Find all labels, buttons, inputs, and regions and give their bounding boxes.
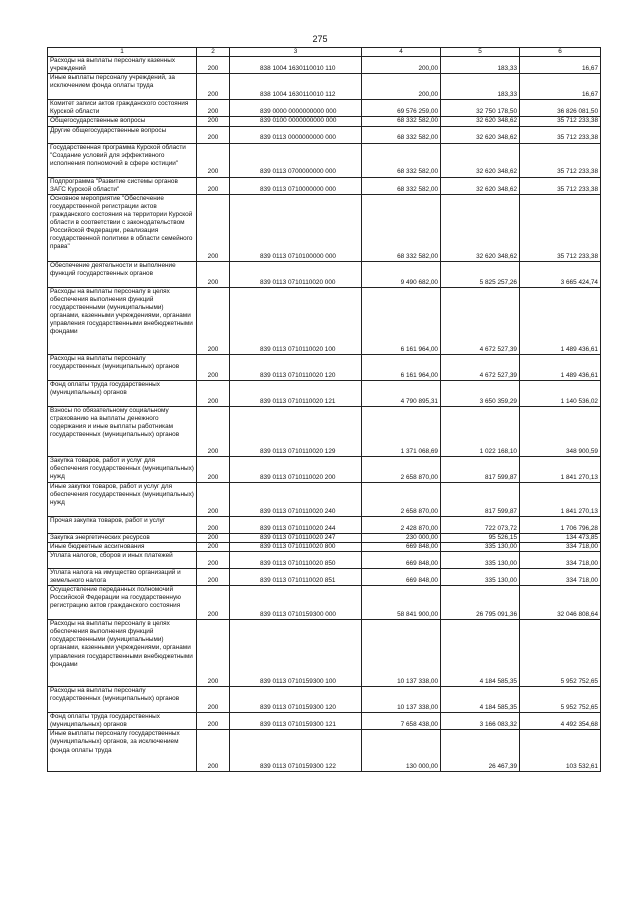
row-approved-cell: 200,00: [362, 74, 441, 100]
row-name-cell: Обеспечение деятельности и выполнение функций государственных органов: [48, 261, 197, 287]
row-approved-cell: 10 137 338,00: [362, 620, 441, 687]
row-approved-cell: 230 000,00: [362, 533, 441, 542]
row-name-cell: Уплата налога на имущество организаций и земельного налога: [48, 568, 197, 585]
row-approved-cell: 6 161 964,00: [362, 287, 441, 354]
row-remaining-cell: 103 532,61: [520, 730, 601, 772]
row-approved-cell: 68 332 582,00: [362, 143, 441, 177]
row-approved-cell: 130 000,00: [362, 730, 441, 772]
row-approved-cell: 669 848,00: [362, 542, 441, 551]
row-budget-code-cell: 839 0113 0710110020 240: [230, 482, 362, 516]
row-executed-cell: 4 184 585,35: [441, 687, 520, 713]
column-header: 1: [48, 48, 197, 57]
row-name-cell: Закупка энергетических ресурсов: [48, 533, 197, 542]
budget-execution-table: [47, 47, 601, 772]
row-remaining-cell: 348 900,59: [520, 406, 601, 456]
column-header: 3: [230, 48, 362, 57]
table-row: [48, 261, 601, 287]
row-approved-cell: 68 332 582,00: [362, 177, 441, 194]
row-line-code-cell: 200: [197, 533, 230, 542]
row-name-cell: Государственная программа Курской области "Создание условий для эффективного исполнения полномочий в сфере юстиции": [48, 143, 197, 177]
row-remaining-cell: 334 718,00: [520, 542, 601, 551]
row-name-cell: Иные бюджетные ассигнования: [48, 542, 197, 551]
table-row: [48, 687, 601, 713]
row-remaining-cell: 5 952 752,65: [520, 620, 601, 687]
row-approved-cell: 58 841 900,00: [362, 586, 441, 620]
row-remaining-cell: 334 718,00: [520, 551, 601, 568]
row-remaining-cell: 35 712 233,38: [520, 194, 601, 261]
row-executed-cell: 32 620 348,62: [441, 117, 520, 126]
row-remaining-cell: 1 140 536,02: [520, 380, 601, 406]
row-executed-cell: 32 620 348,62: [441, 194, 520, 261]
row-executed-cell: 26 467,39: [441, 730, 520, 772]
row-budget-code-cell: 839 0113 0710110020 200: [230, 456, 362, 482]
row-remaining-cell: 35 712 233,38: [520, 143, 601, 177]
row-line-code-cell: 200: [197, 117, 230, 126]
page-number: 275: [312, 34, 328, 44]
row-executed-cell: 4 672 527,39: [441, 354, 520, 380]
row-name-cell: Иные закупки товаров, работ и услуг для обеспечения государственных (муниципальных) нужд: [48, 482, 197, 516]
row-remaining-cell: 1 489 436,61: [520, 354, 601, 380]
row-line-code-cell: 200: [197, 177, 230, 194]
row-executed-cell: 3 650 359,29: [441, 380, 520, 406]
row-approved-cell: 68 332 582,00: [362, 126, 441, 143]
row-approved-cell: 669 848,00: [362, 551, 441, 568]
row-line-code-cell: 200: [197, 57, 230, 74]
row-executed-cell: 335 130,00: [441, 568, 520, 585]
row-name-cell: Другие общегосударственные вопросы: [48, 126, 197, 143]
row-line-code-cell: 200: [197, 354, 230, 380]
row-budget-code-cell: 839 0100 0000000000 000: [230, 117, 362, 126]
row-approved-cell: 9 490 682,00: [362, 261, 441, 287]
row-name-cell: Фонд оплаты труда государственных (муниципальных) органов: [48, 380, 197, 406]
row-line-code-cell: 200: [197, 542, 230, 551]
row-executed-cell: 1 022 168,10: [441, 406, 520, 456]
table-row: [48, 568, 601, 585]
row-executed-cell: 4 184 585,35: [441, 620, 520, 687]
row-budget-code-cell: 839 0113 0710110020 121: [230, 380, 362, 406]
row-remaining-cell: 1 489 436,61: [520, 287, 601, 354]
table-row: [48, 74, 601, 100]
row-remaining-cell: 16,67: [520, 74, 601, 100]
column-number-row: [48, 48, 601, 57]
row-executed-cell: 32 620 348,62: [441, 177, 520, 194]
row-budget-code-cell: 839 0113 0710110020 120: [230, 354, 362, 380]
row-line-code-cell: 200: [197, 730, 230, 772]
row-remaining-cell: 1 841 270,13: [520, 456, 601, 482]
row-budget-code-cell: 839 0113 0710159300 100: [230, 620, 362, 687]
row-line-code-cell: 200: [197, 456, 230, 482]
row-name-cell: Иные выплаты персоналу учреждений, за исключением фонда оплаты труда: [48, 74, 197, 100]
row-remaining-cell: 4 492 354,68: [520, 713, 601, 730]
row-name-cell: Закупка товаров, работ и услуг для обеспечения государственных (муниципальных) нужд: [48, 456, 197, 482]
row-budget-code-cell: 838 1004 1630110010 112: [230, 74, 362, 100]
row-executed-cell: 722 073,72: [441, 516, 520, 533]
row-line-code-cell: 200: [197, 143, 230, 177]
column-header: 4: [362, 48, 441, 57]
row-approved-cell: 2 428 870,00: [362, 516, 441, 533]
row-approved-cell: 69 576 259,00: [362, 100, 441, 117]
table-row: [48, 713, 601, 730]
row-remaining-cell: 35 712 233,38: [520, 117, 601, 126]
row-executed-cell: 32 620 348,62: [441, 143, 520, 177]
table-row: [48, 533, 601, 542]
table-row: [48, 620, 601, 687]
row-name-cell: Подпрограмма "Развитие системы органов ЗАГС Курской области": [48, 177, 197, 194]
table-row: [48, 456, 601, 482]
row-budget-code-cell: 839 0113 0710100000 000: [230, 194, 362, 261]
row-name-cell: Прочая закупка товаров, работ и услуг: [48, 516, 197, 533]
row-executed-cell: 32 620 348,62: [441, 126, 520, 143]
row-budget-code-cell: 839 0113 0000000000 000: [230, 126, 362, 143]
row-executed-cell: 817 599,87: [441, 482, 520, 516]
row-name-cell: Расходы на выплаты персоналу в целях обеспечения выполнения функций государственными (муниципальными) органами, казенными учреждениями, органами управления государственными внебюджетными фондами: [48, 287, 197, 354]
row-budget-code-cell: 839 0113 0710110020 850: [230, 551, 362, 568]
table-row: [48, 380, 601, 406]
row-line-code-cell: 200: [197, 568, 230, 585]
row-approved-cell: 200,00: [362, 57, 441, 74]
column-header: 6: [520, 48, 601, 57]
row-remaining-cell: 1 706 796,28: [520, 516, 601, 533]
table-row: [48, 287, 601, 354]
table-row: [48, 143, 601, 177]
row-line-code-cell: 200: [197, 586, 230, 620]
row-name-cell: Фонд оплаты труда государственных (муниципальных) органов: [48, 713, 197, 730]
row-executed-cell: 26 795 091,36: [441, 586, 520, 620]
row-line-code-cell: 200: [197, 516, 230, 533]
row-budget-code-cell: 839 0113 0710159300 122: [230, 730, 362, 772]
row-name-cell: Иные выплаты персоналу государственных (муниципальных) органов, за исключением фонда оплаты труда: [48, 730, 197, 772]
row-name-cell: Уплата налогов, сборов и иных платежей: [48, 551, 197, 568]
row-remaining-cell: 35 712 233,38: [520, 126, 601, 143]
row-remaining-cell: 5 952 752,65: [520, 687, 601, 713]
table-row: [48, 551, 601, 568]
row-line-code-cell: 200: [197, 194, 230, 261]
row-line-code-cell: 200: [197, 100, 230, 117]
table-row: [48, 194, 601, 261]
row-line-code-cell: 200: [197, 261, 230, 287]
row-executed-cell: 4 672 527,39: [441, 287, 520, 354]
row-budget-code-cell: 839 0113 0710159300 000: [230, 586, 362, 620]
row-budget-code-cell: 839 0113 0710159300 120: [230, 687, 362, 713]
table-row: [48, 354, 601, 380]
table-row: [48, 482, 601, 516]
column-header: 5: [441, 48, 520, 57]
row-budget-code-cell: 839 0113 0710110020 851: [230, 568, 362, 585]
row-approved-cell: 68 332 582,00: [362, 117, 441, 126]
row-executed-cell: 183,33: [441, 57, 520, 74]
row-budget-code-cell: 839 0113 0710110020 800: [230, 542, 362, 551]
row-name-cell: Осуществление переданных полномочий Российской Федерации на государственную регистрацию актов гражданского состояния: [48, 586, 197, 620]
row-line-code-cell: 200: [197, 406, 230, 456]
row-name-cell: Расходы на выплаты персоналу государственных (муниципальных) органов: [48, 687, 197, 713]
row-approved-cell: 669 848,00: [362, 568, 441, 585]
row-line-code-cell: 200: [197, 380, 230, 406]
row-name-cell: Расходы на выплаты персоналу в целях обеспечения выполнения функций государственными (муниципальными) органами, казенными учреждениями, органами управления государственными внебюджетными фондами: [48, 620, 197, 687]
row-executed-cell: 95 526,15: [441, 533, 520, 542]
row-budget-code-cell: 839 0000 0000000000 000: [230, 100, 362, 117]
table-row: [48, 100, 601, 117]
row-executed-cell: 817 599,87: [441, 456, 520, 482]
row-line-code-cell: 200: [197, 687, 230, 713]
row-approved-cell: 68 332 582,00: [362, 194, 441, 261]
table-row: [48, 730, 601, 772]
row-remaining-cell: 134 473,85: [520, 533, 601, 542]
row-executed-cell: 5 825 257,26: [441, 261, 520, 287]
row-remaining-cell: 36 826 081,50: [520, 100, 601, 117]
row-approved-cell: 2 658 870,00: [362, 482, 441, 516]
row-budget-code-cell: 839 0113 0710110020 000: [230, 261, 362, 287]
row-remaining-cell: 334 718,00: [520, 568, 601, 585]
row-remaining-cell: 32 046 808,64: [520, 586, 601, 620]
row-approved-cell: 2 658 870,00: [362, 456, 441, 482]
row-remaining-cell: 3 665 424,74: [520, 261, 601, 287]
row-approved-cell: 7 658 438,00: [362, 713, 441, 730]
table-row: [48, 57, 601, 74]
table-row: [48, 117, 601, 126]
row-remaining-cell: 16,67: [520, 57, 601, 74]
row-name-cell: Расходы на выплаты персоналу казенных учреждений: [48, 57, 197, 74]
row-approved-cell: 10 137 338,00: [362, 687, 441, 713]
table-row: [48, 516, 601, 533]
row-line-code-cell: 200: [197, 74, 230, 100]
row-name-cell: Расходы на выплаты персоналу государственных (муниципальных) органов: [48, 354, 197, 380]
table-row: [48, 542, 601, 551]
row-budget-code-cell: 839 0113 0710159300 121: [230, 713, 362, 730]
row-budget-code-cell: 839 0113 0710110020 247: [230, 533, 362, 542]
row-line-code-cell: 200: [197, 482, 230, 516]
row-line-code-cell: 200: [197, 620, 230, 687]
row-budget-code-cell: 839 0113 0700000000 000: [230, 143, 362, 177]
row-remaining-cell: 1 841 270,13: [520, 482, 601, 516]
row-remaining-cell: 35 712 233,38: [520, 177, 601, 194]
row-budget-code-cell: 839 0113 0710000000 000: [230, 177, 362, 194]
table-row: [48, 126, 601, 143]
row-line-code-cell: 200: [197, 287, 230, 354]
row-executed-cell: 183,33: [441, 74, 520, 100]
row-budget-code-cell: 839 0113 0710110020 129: [230, 406, 362, 456]
row-executed-cell: 3 166 083,32: [441, 713, 520, 730]
column-header: 2: [197, 48, 230, 57]
row-budget-code-cell: 838 1004 1630110010 110: [230, 57, 362, 74]
row-line-code-cell: 200: [197, 713, 230, 730]
row-line-code-cell: 200: [197, 551, 230, 568]
row-executed-cell: 335 130,00: [441, 542, 520, 551]
row-executed-cell: 32 750 178,50: [441, 100, 520, 117]
row-name-cell: Основное мероприятие "Обеспечение государственной регистрации актов гражданского состояния на территории Курской области в соответствии с законодательством Российской Федерации, реализация государственной политики в области семейного права": [48, 194, 197, 261]
row-name-cell: Комитет записи актов гражданского состояния Курской области: [48, 100, 197, 117]
table-row: [48, 406, 601, 456]
table-row: [48, 586, 601, 620]
row-approved-cell: 1 371 068,69: [362, 406, 441, 456]
table-row: [48, 177, 601, 194]
row-executed-cell: 335 130,00: [441, 551, 520, 568]
row-line-code-cell: 200: [197, 126, 230, 143]
row-approved-cell: 6 161 964,00: [362, 354, 441, 380]
row-budget-code-cell: 839 0113 0710110020 100: [230, 287, 362, 354]
row-name-cell: Общегосударственные вопросы: [48, 117, 197, 126]
row-name-cell: Взносы по обязательному социальному страхованию на выплаты денежного содержания и иные выплаты работникам государственных (муниципальных) органов: [48, 406, 197, 456]
row-budget-code-cell: 839 0113 0710110020 244: [230, 516, 362, 533]
row-approved-cell: 4 790 895,31: [362, 380, 441, 406]
